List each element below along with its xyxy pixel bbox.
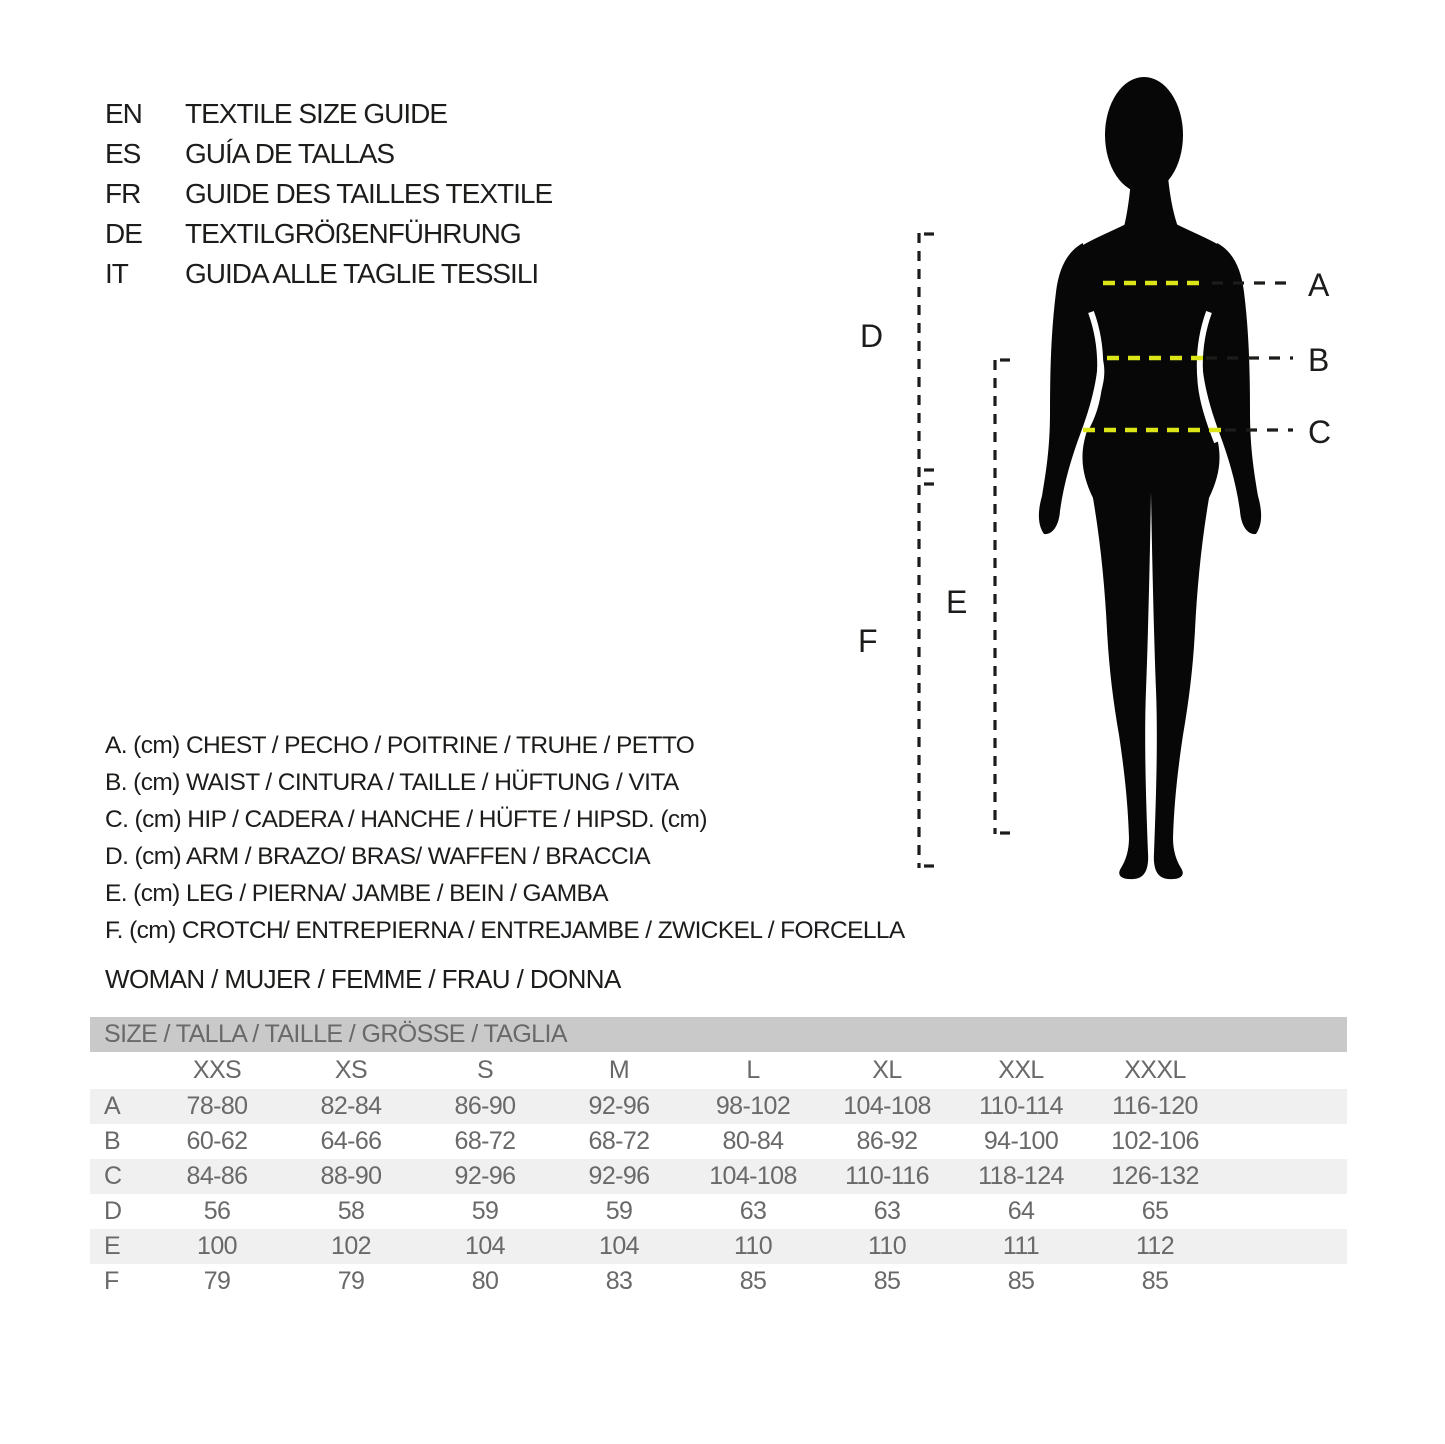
size-value-cell: 86-92	[856, 1127, 918, 1155]
size-table-section	[90, 1017, 1347, 1299]
size-value-cell: 63	[739, 1197, 767, 1225]
label-crotch-f: F	[858, 623, 877, 659]
size-value-cell: 60-62	[186, 1127, 248, 1155]
legend-hip: C. (cm) HIP / CADERA / HANCHE / HÜFTE / HIPSD. (cm)	[105, 806, 707, 833]
size-value-cell: 64-66	[320, 1127, 382, 1155]
size-value-cell: 78-80	[186, 1092, 248, 1120]
filler-cell	[1222, 1052, 1347, 1089]
guide-title: GUÍA DE TALLAS	[185, 138, 395, 169]
language-code: ES	[105, 138, 141, 169]
size-value-cell: 112	[1135, 1232, 1175, 1260]
size-value-cell: 80	[471, 1267, 499, 1295]
size-value-cell: 85	[1141, 1267, 1169, 1295]
size-column-header: M	[608, 1056, 630, 1084]
measure-row-label: F	[104, 1267, 119, 1295]
legend-chest: A. (cm) CHEST / PECHO / POITRINE / TRUHE / PETTO	[105, 732, 695, 759]
language-code: IT	[105, 258, 128, 289]
language-code: FR	[105, 178, 141, 209]
size-value-cell: 110	[733, 1232, 773, 1260]
label-arm-d: D	[860, 318, 883, 354]
measure-row-label: D	[104, 1197, 122, 1225]
size-value-cell: 88-90	[320, 1162, 382, 1190]
measurement-legend	[105, 727, 905, 949]
size-value-cell: 85	[1007, 1267, 1035, 1295]
legend-arm: D. (cm) ARM / BRAZO/ BRAS/ WAFFEN / BRACCIA	[105, 843, 650, 870]
label-waist-b: B	[1308, 342, 1329, 378]
size-column-header: L	[746, 1056, 760, 1084]
size-value-cell: 104	[599, 1232, 639, 1260]
language-row	[105, 174, 552, 214]
size-value-cell: 104-108	[709, 1162, 797, 1190]
size-table-header-bar: SIZE / TALLA / TAILLE / GRÖSSE / TAGLIA	[90, 1017, 1347, 1052]
size-value-cell: 59	[605, 1197, 633, 1225]
filler-cell	[1222, 1264, 1347, 1299]
size-value-cell: 100	[197, 1232, 237, 1260]
language-row	[105, 94, 552, 134]
language-row	[105, 254, 552, 294]
size-value-cell: 104	[465, 1232, 505, 1260]
legend-crotch: F. (cm) CROTCH/ ENTREPIERNA / ENTREJAMBE / ZWICKEL / FORCELLA	[105, 917, 905, 944]
size-value-cell: 86-90	[454, 1092, 516, 1120]
table-row	[90, 1159, 1347, 1194]
size-value-cell: 80-84	[722, 1127, 784, 1155]
label-hip-c: C	[1308, 414, 1331, 450]
filler-cell	[1222, 1124, 1347, 1159]
measure-row-label: B	[104, 1127, 121, 1155]
size-value-cell: 92-96	[588, 1092, 650, 1120]
language-row	[105, 214, 552, 254]
size-value-cell: 111	[1002, 1232, 1040, 1260]
size-column-header: S	[476, 1056, 494, 1084]
measurement-diagram	[840, 55, 1360, 945]
label-chest-a: A	[1308, 267, 1329, 303]
size-value-cell: 65	[1141, 1197, 1169, 1225]
size-table-body	[90, 1089, 1347, 1299]
size-column-header: XL	[872, 1056, 902, 1084]
size-value-cell: 126-132	[1111, 1162, 1199, 1190]
legend-waist: B. (cm) WAIST / CINTURA / TAILLE / HÜFTUNG / VITA	[105, 769, 679, 796]
filler-cell	[1222, 1089, 1347, 1124]
size-value-cell: 58	[337, 1197, 365, 1225]
size-value-cell: 102-106	[1111, 1127, 1199, 1155]
size-value-cell: 85	[873, 1267, 901, 1295]
table-row	[90, 1124, 1347, 1159]
size-value-cell: 83	[605, 1267, 633, 1295]
size-value-cell: 84-86	[186, 1162, 248, 1190]
measure-row-label: C	[104, 1162, 122, 1190]
size-value-cell: 110	[867, 1232, 907, 1260]
size-value-cell: 110-116	[845, 1162, 929, 1190]
measure-row-label: E	[104, 1232, 121, 1260]
size-column-header: XXXL	[1124, 1056, 1186, 1084]
size-value-cell: 92-96	[588, 1162, 650, 1190]
size-table	[90, 1052, 1347, 1299]
measure-row-label: A	[104, 1092, 121, 1120]
table-row	[90, 1089, 1347, 1124]
size-value-cell: 116-120	[1112, 1092, 1198, 1120]
language-title-block	[105, 94, 552, 294]
filler-cell	[1222, 1229, 1347, 1264]
size-value-cell: 68-72	[454, 1127, 516, 1155]
size-value-cell: 63	[873, 1197, 901, 1225]
size-value-cell: 118-124	[978, 1162, 1064, 1190]
woman-silhouette	[1039, 77, 1261, 879]
size-columns-row	[90, 1052, 1347, 1089]
legend-leg: E. (cm) LEG / PIERNA/ JAMBE / BEIN / GAMBA	[105, 880, 609, 907]
filler-cell	[1222, 1159, 1347, 1194]
size-value-cell: 104-108	[843, 1092, 931, 1120]
size-value-cell: 64	[1007, 1197, 1035, 1225]
guide-title: TEXTILE SIZE GUIDE	[185, 98, 448, 129]
size-value-cell: 94-100	[983, 1127, 1059, 1155]
vertical-measure-lines	[919, 233, 995, 868]
size-value-cell: 85	[739, 1267, 767, 1295]
table-row	[90, 1264, 1347, 1299]
size-column-header: XXL	[998, 1056, 1044, 1084]
size-value-cell: 98-102	[715, 1092, 791, 1120]
size-value-cell: 79	[337, 1267, 365, 1295]
language-row	[105, 134, 552, 174]
filler-cell	[1222, 1194, 1347, 1229]
measure-ticks	[924, 234, 1010, 866]
table-row	[90, 1194, 1347, 1229]
size-value-cell: 56	[203, 1197, 231, 1225]
size-column-header: XS	[334, 1056, 368, 1084]
size-value-cell: 102	[331, 1232, 371, 1260]
guide-title: TEXTILGRÖßENFÜHRUNG	[185, 218, 521, 249]
size-value-cell: 92-96	[454, 1162, 516, 1190]
label-leg-e: E	[946, 584, 967, 620]
language-code: DE	[105, 218, 142, 249]
size-value-cell: 79	[203, 1267, 231, 1295]
guide-title: GUIDA ALLE TAGLIE TESSILI	[185, 258, 539, 289]
size-value-cell: 68-72	[588, 1127, 650, 1155]
language-code: EN	[105, 98, 142, 129]
size-value-cell: 110-114	[979, 1092, 1063, 1120]
row-label-spacer	[90, 1052, 150, 1089]
size-column-header: XXS	[192, 1056, 242, 1084]
table-row	[90, 1229, 1347, 1264]
guide-title: GUIDE DES TAILLES TEXTILE	[185, 178, 553, 209]
audience-heading: WOMAN / MUJER / FEMME / FRAU / DONNA	[105, 964, 621, 994]
size-value-cell: 59	[471, 1197, 499, 1225]
size-value-cell: 82-84	[320, 1092, 382, 1120]
